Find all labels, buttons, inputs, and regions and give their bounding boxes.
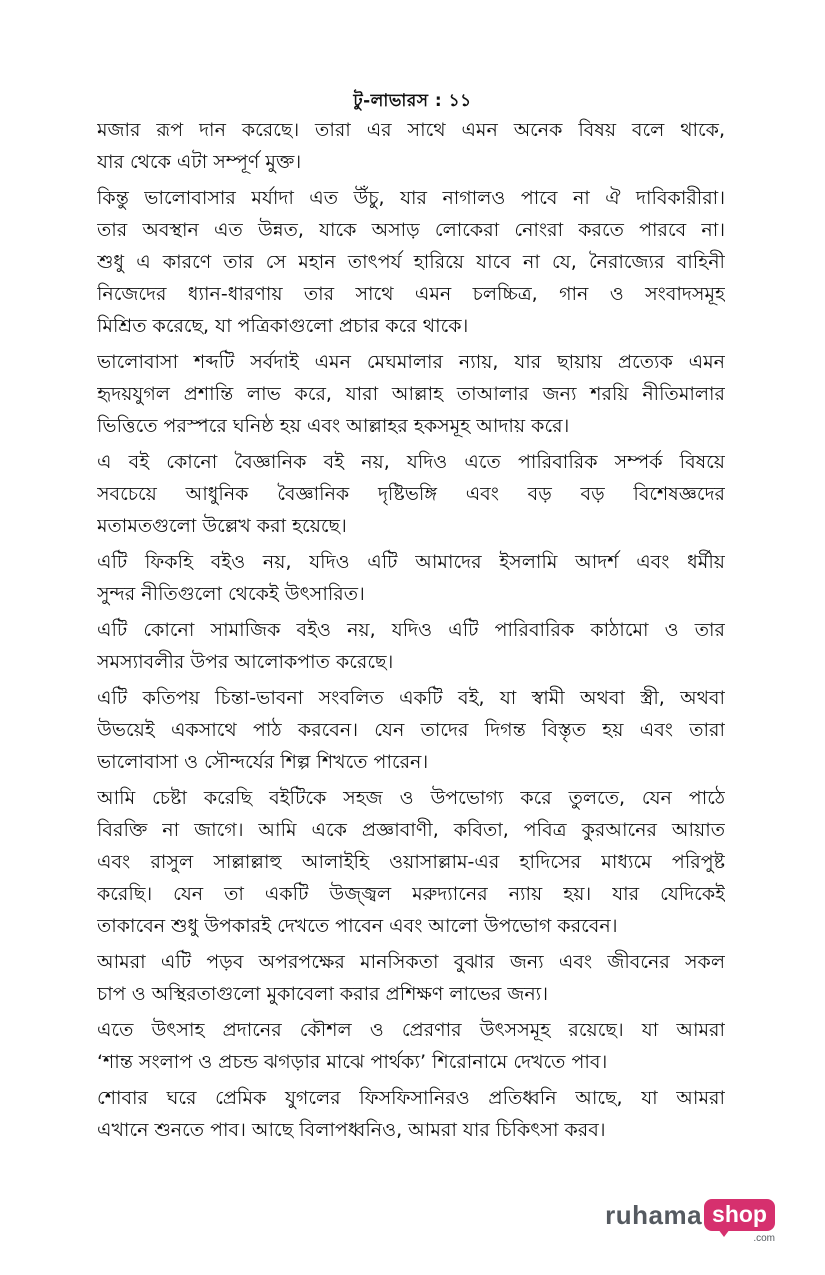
paragraph: [97, 546, 725, 610]
text-line: নিজেদের ধ্যান-ধারণায় তার সাথে এমন চলচ্চিত্র, গান ও সংবাদসমূহ: [97, 283, 725, 305]
logo-ruhama-text: ruhama: [605, 1199, 703, 1230]
text-line: মিশ্রিত করেছে, যা পত্রিকাগুলো প্রচার করে থাকে।: [97, 315, 469, 337]
text-line: কিন্তু ভালোবাসার মর্যাদা এত উঁচু, যার নাগালও পাবে না ঐ দাবিকারীরা।: [97, 187, 725, 209]
text-line: তাকাবেন শুধু উপকারই দেখতে পাবেন এবং আলো উপভোগ করবেন।: [97, 915, 618, 937]
logo-dotcom-text: .com: [753, 1233, 775, 1244]
text-line: এ বই কোনো বৈজ্ঞানিক বই নয়, যদিও এতে পারিবারিক সম্পর্ক বিষয়ে: [97, 451, 725, 473]
paragraph: [97, 446, 725, 542]
paragraph: [97, 782, 725, 942]
ruhamashop-logo: [605, 1195, 775, 1244]
text-line: শোবার ঘরে প্রেমিক যুগলের ফিসফিসানিরও প্রতিধ্বনি আছে, যা আমরা: [97, 1087, 725, 1109]
text-line: ভালোবাসা শব্দটি সর্বদাই এমন মেঘমালার ন্যায়, যার ছায়ায় প্রত্যেক এমন: [97, 351, 725, 373]
text-line: এবং রাসুল সাল্লাল্লাহু আলাইহি ওয়াসাল্লাম-এর হাদিসের মাধ্যমে পরিপুষ্ট: [97, 851, 725, 873]
text-line: ‘শান্ত সংলাপ ও প্রচন্ড ঝগড়ার মাঝে পার্থক্য’ শিরোনামে দেখতে পাব।: [97, 1051, 608, 1073]
page-header: টু-লাভারস : ১১: [353, 91, 472, 111]
paragraph: [97, 682, 725, 778]
text-line: তার অবস্থান এত উন্নত, যাকে অসাড় লোকেরা নোংরা করতে পারবে না।: [97, 219, 725, 241]
text-line: সুন্দর নীতিগুলো থেকেই উৎসারিত।: [97, 583, 365, 605]
text-line: করেছি। যেন তা একটি উজ্জ্বল মরুদ্যানের ন্যায় হয়। যার যেদিকেই: [97, 883, 725, 905]
speech-bubble-tail-icon: [718, 1229, 730, 1237]
text-line: ভিত্তিতে পরস্পরে ঘনিষ্ঠ হয় এবং আল্লাহর হকসমূহ আদায় করে।: [97, 415, 570, 437]
paragraph: [97, 346, 725, 442]
paragraph: [97, 614, 725, 678]
text-line: মতামতগুলো উল্লেখ করা হয়েছে।: [97, 515, 347, 537]
paragraph: [97, 1082, 725, 1146]
text-line: এটি ফিকহি বইও নয়, যদিও এটি আমাদের ইসলামি আদর্শ এবং ধর্মীয়: [97, 551, 725, 573]
paragraph: [97, 1014, 725, 1078]
text-line: আমি চেষ্টা করেছি বইটিকে সহজ ও উপভোগ্য করে তুলতে, যেন পাঠে: [97, 787, 725, 809]
paragraph: [97, 946, 725, 1010]
text-line: মজার রূপ দান করেছে। তারা এর সাথে এমন অনেক বিষয় বলে থাকে,: [97, 119, 725, 141]
paragraph: [97, 114, 725, 178]
logo-shop-text: shop: [704, 1199, 775, 1231]
text-line: যার থেকে এটা সম্পূর্ণ মুক্ত।: [97, 151, 302, 173]
text-line: এখানে শুনতে পাব। আছে বিলাপধ্বনিও, আমরা যার চিকিৎসা করব।: [97, 1119, 606, 1141]
text-line: হৃদয়যুগল প্রশান্তি লাভ করে, যারা আল্লাহ তাআলার জন্য শরয়ি নীতিমালার: [97, 383, 725, 405]
text-line: উভয়েই একসাথে পাঠ করবেন। যেন তাদের দিগন্ত বিস্তৃত হয় এবং তারা: [97, 719, 725, 741]
text-line: সবচেয়ে আধুনিক বৈজ্ঞানিক দৃষ্টিভঙ্গি এবং বড় বড় বিশেষজ্ঞদের: [97, 483, 725, 505]
text-line: বিরক্তি না জাগে। আমি একে প্রজ্ঞাবাণী, কবিতা, পবিত্র কুরআনের আয়াত: [97, 819, 725, 841]
paragraph: [97, 182, 725, 342]
text-line: এটি কোনো সামাজিক বইও নয়, যদিও এটি পারিবারিক কাঠামো ও তার: [97, 619, 725, 641]
logo-shop-badge: [704, 1199, 775, 1244]
text-line: চাপ ও অস্থিরতাগুলো মুকাবেলা করার প্রশিক্ষণ লাভের জন্য।: [97, 983, 548, 1005]
text-line: সমস্যাবলীর উপর আলোকপাত করেছে।: [97, 651, 394, 673]
text-line: শুধু এ কারণে তার সে মহান তাৎপর্য হারিয়ে যাবে না যে, নৈরাজ্যের বাহিনী: [97, 251, 725, 273]
text-line: আমরা এটি পড়ব অপরপক্ষের মানসিকতা বুঝার জন্য এবং জীবনের সকল: [97, 951, 725, 973]
text-line: এটি কতিপয় চিন্তা-ভাবনা সংবলিত একটি বই, যা স্বামী অথবা স্ত্রী, অথবা: [97, 687, 725, 709]
body-text: [97, 114, 725, 1150]
text-line: ভালোবাসা ও সৌন্দর্যের শিল্প শিখতে পারেন।: [97, 751, 429, 773]
text-line: এতে উৎসাহ প্রদানের কৌশল ও প্রেরণার উৎসসমূহ রয়েছে। যা আমরা: [97, 1019, 725, 1041]
